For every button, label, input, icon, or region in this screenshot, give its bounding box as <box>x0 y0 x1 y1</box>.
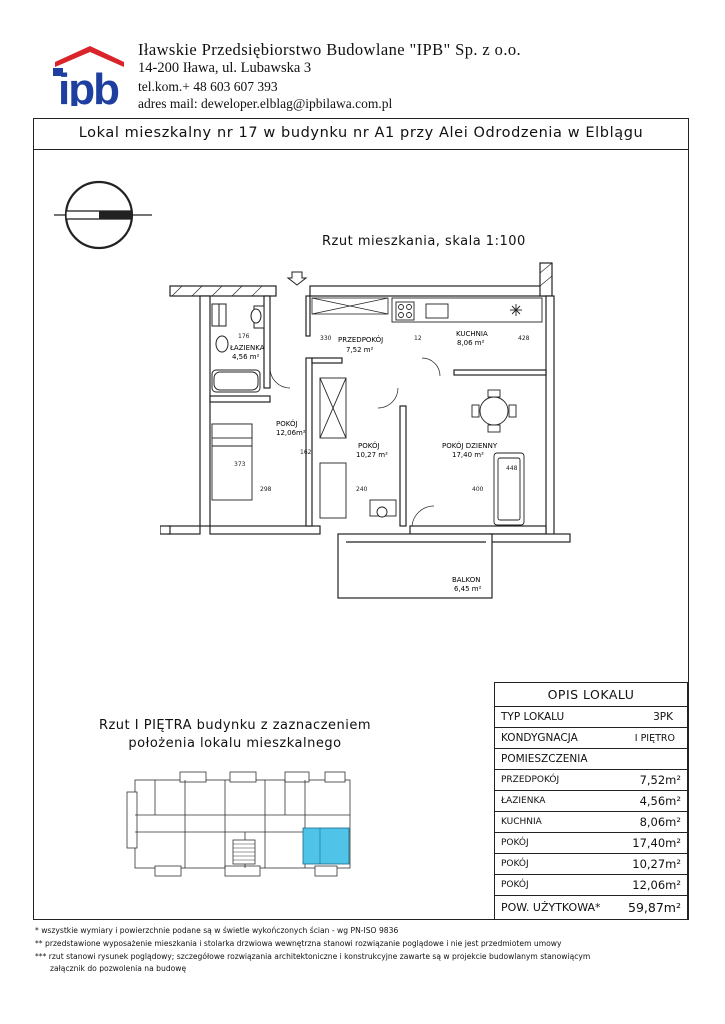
company-email[interactable]: adres mail: deweloper.elblag@ipbilawa.com.pl <box>138 96 393 111</box>
entrance-arrow-icon <box>288 272 306 285</box>
north-arrow-icon <box>52 172 152 252</box>
opis-room-name: POKÓJ <box>501 859 529 869</box>
dim-label: 240 <box>356 486 368 493</box>
opis-room-row <box>495 770 687 791</box>
logo-roof <box>55 46 124 67</box>
company-address: 14-200 Iława, ul. Lubawska 3 <box>138 60 312 76</box>
opis-total-value: 59,87m² <box>628 900 681 915</box>
room-area-pokoj-a: 12,06m² <box>276 429 306 437</box>
room-area-kuchnia: 8,06 m² <box>457 339 485 347</box>
dim-label: 428 <box>518 335 530 342</box>
opis-room-row <box>495 812 687 833</box>
logo-text: ipb <box>58 65 118 106</box>
opis-row-kondygnacja <box>495 728 687 749</box>
opis-row-total <box>495 896 687 919</box>
opis-kondygnacja-label: KONDYGNACJA <box>501 732 578 744</box>
company-phone: tel.kom.+ 48 603 607 393 <box>138 79 278 94</box>
dim-label: 162 <box>300 449 312 456</box>
opis-room-area: 10,27m² <box>632 857 681 871</box>
room-area-pokoj-dzienny: 17,40 m² <box>452 451 484 459</box>
highlighted-apartment <box>303 828 349 864</box>
room-area-lazienka: 4,56 m² <box>232 353 260 361</box>
company-name: Iławskie Przedsiębiorstwo Budowlane "IPB" Sp. z o.o. <box>138 40 522 59</box>
opis-lokalu-table <box>494 682 688 920</box>
footnote-1: * wszystkie wymiary i powierzchnie podane są w świetle wykończonych ścian - wg PN-ISO 9836 <box>35 926 399 935</box>
opis-room-row <box>495 875 687 896</box>
dim-label: 330 <box>320 335 332 342</box>
opis-title: OPIS LOKALU <box>495 683 687 707</box>
dim-label: 12 <box>414 335 422 342</box>
opis-room-name: POKÓJ <box>501 880 529 890</box>
footnote-2: ** przedstawione wyposażenie mieszkania i stolarka drzwiowa wewnętrzna stanowi rozwiązanie poglądowe i nie jest przedmiotem umowy <box>35 939 562 948</box>
page-title: Lokal mieszkalny nr 17 w budynku nr A1 przy Alei Odrodzenia w Elblągu <box>33 118 689 150</box>
opis-row-typ <box>495 707 687 728</box>
opis-room-area: 12,06m² <box>632 878 681 892</box>
room-area-przedpokoj: 7,52 m² <box>346 346 374 354</box>
room-label-balkon: BALKON <box>452 576 481 584</box>
opis-room-name: KUCHNIA <box>501 817 542 827</box>
opis-room-row <box>495 854 687 875</box>
opis-row-pomieszczenia <box>495 749 687 770</box>
dim-label: 176 <box>238 333 250 340</box>
opis-room-name: POKÓJ <box>501 838 529 848</box>
dim-label: 298 <box>260 486 272 493</box>
room-label-przedpokoj: PRZEDPOKÓJ <box>338 336 384 344</box>
opis-total-label: POW. UŻYTKOWA* <box>501 901 601 914</box>
room-label-pokoj-a: POKÓJ <box>276 420 298 428</box>
opis-room-area: 4,56m² <box>639 794 681 808</box>
room-label-lazienka: ŁAZIENKA <box>230 344 265 352</box>
company-logo <box>50 44 126 106</box>
opis-room-area: 17,40m² <box>632 836 681 850</box>
opis-room-row <box>495 791 687 812</box>
opis-room-name: ŁAZIENKA <box>501 796 546 806</box>
room-label-pokoj-dzienny: POKÓJ DZIENNY <box>442 442 498 450</box>
floor-caption-line1: Rzut I PIĘTRA budynku z zaznaczeniem <box>98 718 372 733</box>
opis-room-name: PRZEDPOKÓJ <box>501 775 560 785</box>
apartment-floor-plan <box>160 258 580 603</box>
opis-room-area: 7,52m² <box>639 773 681 787</box>
opis-typ-label: TYP LOKALU <box>501 711 565 723</box>
room-label-pokoj-b: POKÓJ <box>358 442 380 450</box>
opis-typ-value: 3PK <box>653 711 673 723</box>
room-area-balkon: 6,45 m² <box>454 585 482 593</box>
floor-caption-line2: położenia lokalu mieszkalnego <box>128 736 342 751</box>
footnote-4: załącznik do pozwolenia na budowę <box>50 964 187 973</box>
room-area-pokoj-b: 10,27 m² <box>356 451 388 459</box>
opis-pomieszczenia-label: POMIESZCZENIA <box>501 753 588 765</box>
dim-label: 448 <box>506 465 518 472</box>
opis-room-area: 8,06m² <box>639 815 681 829</box>
dim-label: 400 <box>472 486 484 493</box>
opis-room-row <box>495 833 687 854</box>
dim-label: 373 <box>234 461 246 468</box>
floor-key-plan <box>125 770 357 878</box>
room-label-kuchnia: KUCHNIA <box>456 330 488 338</box>
plan-caption: Rzut mieszkania, skala 1:100 <box>322 234 526 249</box>
opis-kondygnacja-value: I PIĘTRO <box>634 732 675 744</box>
footnote-3: *** rzut stanowi rysunek poglądowy; szczegółowe rozwiązania architektoniczne i konstrukcyjne zawarte są w projekcie budowlanym stanowiącym <box>35 952 591 961</box>
